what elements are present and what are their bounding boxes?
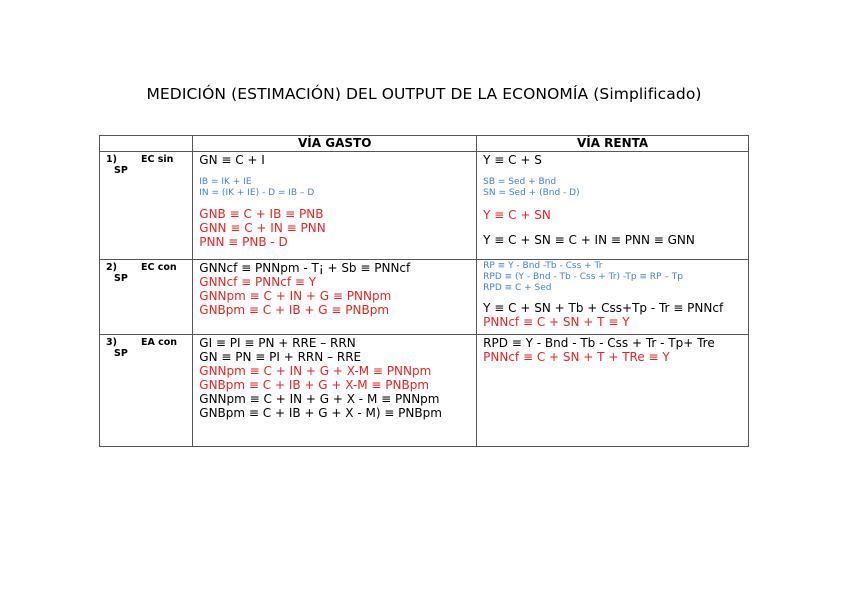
definition: SN = Sed + (Bnd - D) [483,188,580,198]
definition: RPD ≡ C + Sed [483,283,552,293]
row-label [100,335,193,447]
equation: GN ≡ PN ≡ PI + RRN – RRE [199,350,362,364]
highlighted-equation: PNNcf ≡ C + SN + T + TRe ≡ Y [483,350,670,364]
row-economy-type: EA con [141,337,178,348]
highlighted-equation: PNN ≡ PNB - D [199,235,288,249]
equation: GNNcf ≡ PNNpm - T¡ + Sb ≡ PNNcf [199,261,411,275]
highlighted-equation: GNNcf ≡ PNNcf ≡ Y [199,275,317,289]
renta-cell [477,152,749,260]
definition: IN = (IK + IE) - D = IB – D [199,188,315,198]
equation: GI ≡ PI ≡ PN + RRE – RRN [199,336,356,350]
header-via-renta: VÍA RENTA [477,136,749,152]
highlighted-equation: GNNpm ≡ C + IN + G ≡ PNNpm [199,289,392,303]
highlighted-equation: GNBpm ≡ C + IB + G + X-M ≡ PNBpm [199,378,430,392]
equation: GN ≡ C + I [199,153,265,167]
gasto-cell [193,335,477,447]
row-sp-label: SP [114,348,128,359]
equation: GNNpm ≡ C + IN + G + X - M ≡ PNNpm [199,392,440,406]
equation: Y ≡ C + SN + Tb + Css+Tp - Tr ≡ PNNcf [483,301,724,315]
gasto-cell [193,152,477,260]
table-row [100,152,749,260]
definition: RP ≡ Y - Bnd -Tb - Css + Tr [483,261,603,271]
definition: IB = IK + IE [199,177,252,187]
header-via-gasto: VÍA GASTO [193,136,477,152]
row-label [100,260,193,335]
equation: Y ≡ C + S [483,153,542,167]
highlighted-equation: GNN ≡ C + IN ≡ PNN [199,221,326,235]
definition: SB = Sed + Bnd [483,177,557,187]
highlighted-equation: GNNpm ≡ C + IN + G + X-M ≡ PNNpm [199,364,432,378]
table-header-row [100,136,749,152]
table-row [100,260,749,335]
row-number: 2) [106,262,117,273]
highlighted-equation: GNB ≡ C + IB ≡ PNB [199,207,324,221]
row-economy-type: EC sin [141,154,174,165]
renta-cell [477,260,749,335]
equation: GNBpm ≡ C + IB + G + X - M) ≡ PNBpm [199,406,442,420]
row-economy-type: EC con [141,262,177,273]
definition: RPD ≡ (Y - Bnd - Tb - Css + Tr) -Tp ≡ RP – Tp [483,272,683,282]
row-number: 3) [106,337,117,348]
row-sp-label: SP [114,165,128,176]
gasto-cell [193,260,477,335]
output-measurement-table [99,135,749,447]
page-title: MEDICIÓN (ESTIMACIÓN) DEL OUTPUT DE LA ECONOMÍA (Simplificado) [146,85,702,103]
highlighted-equation: Y ≡ C + SN [483,208,551,222]
renta-cell [477,335,749,447]
row-label [100,152,193,260]
row-number: 1) [106,154,117,165]
table-row [100,335,749,447]
equation: Y ≡ C + SN ≡ C + IN ≡ PNN ≡ GNN [483,233,695,247]
row-sp-label: SP [114,273,128,284]
highlighted-equation: GNBpm ≡ C + IB + G ≡ PNBpm [199,303,390,317]
highlighted-equation: PNNcf ≡ C + SN + T ≡ Y [483,315,630,329]
header-empty [100,136,193,152]
equation: RPD ≡ Y - Bnd - Tb - Css + Tr - Tp+ Tre [483,336,715,350]
